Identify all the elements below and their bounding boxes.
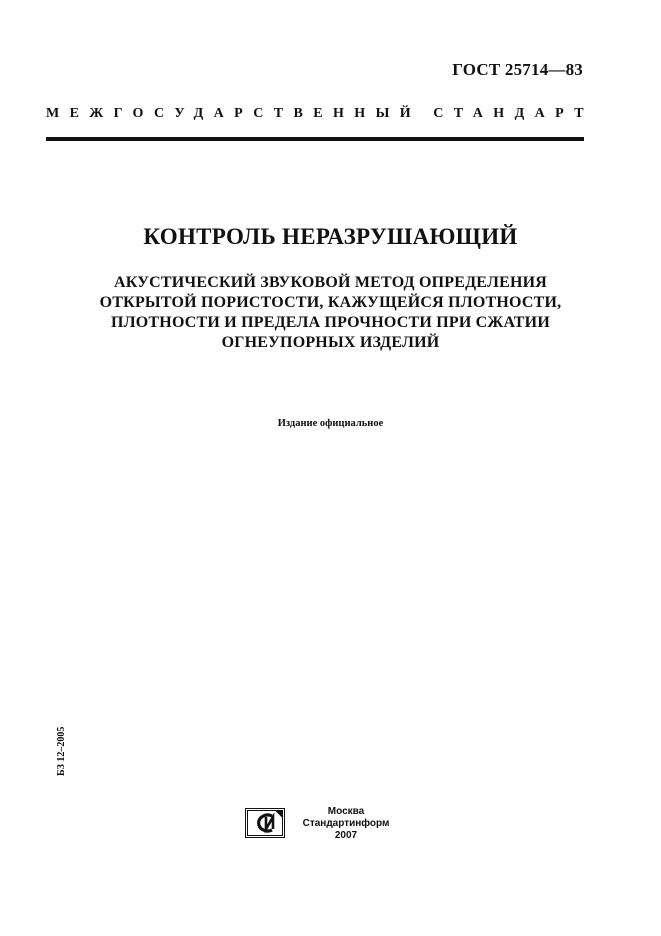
publisher-block xyxy=(290,806,402,842)
subtitle-line: АКУСТИЧЕСКИЙ ЗВУКОВОЙ МЕТОД ОПРЕДЕЛЕНИЯ xyxy=(113,274,548,291)
standard-word: СТАНДАРТ xyxy=(433,106,594,121)
publisher-city: Москва xyxy=(327,806,365,817)
side-code: БЗ 12–2005 xyxy=(56,726,67,776)
subtitle-line: ПЛОТНОСТИ И ПРЕДЕЛА ПРОЧНОСТИ ПРИ СЖАТИИ xyxy=(111,314,550,331)
interstate-word: МЕЖГОСУДАРСТВЕННЫЙ xyxy=(46,106,422,121)
edition-label: Издание официальное xyxy=(277,418,384,429)
gost-number: ГОСТ 25714—83 xyxy=(452,60,583,79)
main-title: КОНТРОЛЬ НЕРАЗРУШАЮЩИЙ xyxy=(143,224,518,249)
publisher-name: Стандартинформ xyxy=(302,818,390,829)
subtitle-line: ОТКРЫТОЙ ПОРИСТОСТИ, КАЖУЩЕЙСЯ ПЛОТНОСТИ, xyxy=(99,294,562,311)
standartinform-logo-icon xyxy=(245,808,285,838)
subtitle xyxy=(0,273,661,353)
subtitle-line: ОГНЕУПОРНЫХ ИЗДЕЛИЙ xyxy=(221,334,440,351)
publisher-year: 2007 xyxy=(334,830,358,841)
header-divider xyxy=(46,137,584,141)
